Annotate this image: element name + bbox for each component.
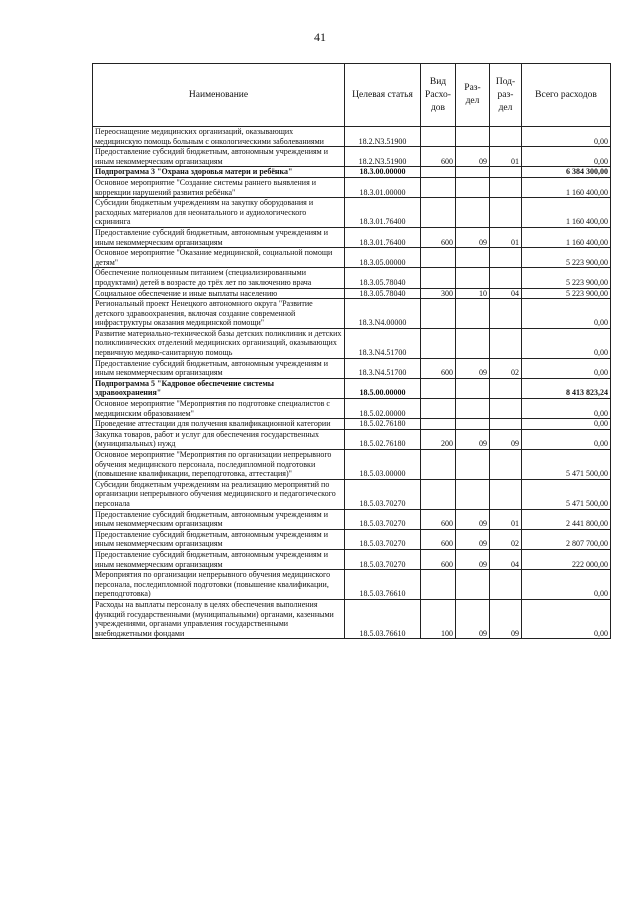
cell-subsection: 01 [490, 509, 522, 529]
cell-subsection [490, 299, 522, 329]
cell-target: 18.3.00.00000 [345, 167, 421, 178]
cell-total: 1 160 400,00 [522, 227, 611, 247]
cell-subsection [490, 570, 522, 600]
header-expense-type: Вид Расхо- дов [421, 64, 456, 127]
cell-expense-type [421, 167, 456, 178]
cell-expense-type [421, 268, 456, 288]
table-row [93, 419, 611, 430]
cell-name: Переоснащение медицинских организаций, оказывающих медицинскую помощь больным с онкологическими заболеваниями [93, 127, 345, 147]
cell-section: 09 [456, 227, 490, 247]
budget-table [92, 63, 611, 639]
cell-section [456, 248, 490, 268]
cell-expense-type: 600 [421, 147, 456, 167]
cell-name: Основное мероприятие "Мероприятия по подготовке специалистов с медицинским образованием" [93, 399, 345, 419]
cell-subsection: 04 [490, 549, 522, 569]
cell-subsection: 04 [490, 288, 522, 299]
cell-target: 18.3.05.78040 [345, 268, 421, 288]
cell-name: Расходы на выплаты персоналу в целях обеспечения выполнения функций государственными (муниципальными) органами, казенными учреждениями, органами управления государственными внебюджетными фондами [93, 599, 345, 638]
header-subsection: Под- раз- дел [490, 64, 522, 127]
cell-subsection: 09 [490, 429, 522, 449]
cell-expense-type [421, 328, 456, 358]
cell-section: 09 [456, 429, 490, 449]
cell-section: 09 [456, 549, 490, 569]
cell-total: 1 160 400,00 [522, 198, 611, 228]
cell-total: 0,00 [522, 147, 611, 167]
cell-section: 09 [456, 509, 490, 529]
header-row [93, 64, 611, 127]
cell-total: 5 471 500,00 [522, 479, 611, 509]
table-row [93, 509, 611, 529]
cell-total: 5 223 900,00 [522, 288, 611, 299]
table-row [93, 399, 611, 419]
cell-name: Основное мероприятие "Оказание медицинской, социальной помощи детям" [93, 248, 345, 268]
cell-section: 09 [456, 358, 490, 378]
cell-total: 0,00 [522, 599, 611, 638]
table-row [93, 479, 611, 509]
cell-target: 18.3.N4.51700 [345, 358, 421, 378]
cell-expense-type: 600 [421, 549, 456, 569]
cell-section: 09 [456, 599, 490, 638]
table-row [93, 167, 611, 178]
cell-section [456, 399, 490, 419]
cell-target: 18.5.02.76180 [345, 429, 421, 449]
cell-subsection: 01 [490, 227, 522, 247]
cell-section [456, 177, 490, 197]
cell-expense-type [421, 177, 456, 197]
cell-expense-type: 200 [421, 429, 456, 449]
cell-subsection: 02 [490, 529, 522, 549]
cell-expense-type [421, 479, 456, 509]
cell-total: 5 223 900,00 [522, 248, 611, 268]
table-row [93, 127, 611, 147]
cell-section [456, 299, 490, 329]
cell-subsection [490, 177, 522, 197]
table-row [93, 599, 611, 638]
cell-name: Мероприятия по организации непрерывного обучения медицинского персонала, последипломной подготовки (повышение квалификации, переподготовка) [93, 570, 345, 600]
cell-expense-type [421, 248, 456, 268]
cell-target: 18.3.N4.00000 [345, 299, 421, 329]
cell-subsection [490, 419, 522, 430]
cell-total: 0,00 [522, 429, 611, 449]
table-row [93, 570, 611, 600]
cell-name: Субсидии бюджетным учреждениям на реализацию мероприятий по организации непрерывного обучения медицинского и педагогического персонала [93, 479, 345, 509]
cell-section [456, 127, 490, 147]
cell-total: 5 471 500,00 [522, 450, 611, 480]
cell-name: Субсидии бюджетным учреждениям на закупку оборудования и расходных материалов для неонатального и аудиологического скрининга [93, 198, 345, 228]
cell-total: 0,00 [522, 328, 611, 358]
cell-expense-type [421, 127, 456, 147]
table-row [93, 328, 611, 358]
cell-subsection [490, 378, 522, 398]
cell-expense-type: 100 [421, 599, 456, 638]
cell-name: Предоставление субсидий бюджетным, автономным учреждениям и иным некоммерческим организациям [93, 227, 345, 247]
cell-target: 18.5.02.00000 [345, 399, 421, 419]
cell-expense-type [421, 399, 456, 419]
cell-target: 18.5.03.76610 [345, 599, 421, 638]
cell-total: 0,00 [522, 419, 611, 430]
cell-expense-type [421, 378, 456, 398]
cell-section [456, 268, 490, 288]
cell-target: 18.5.03.70270 [345, 549, 421, 569]
cell-subsection [490, 167, 522, 178]
cell-target: 18.5.02.76180 [345, 419, 421, 430]
cell-section [456, 167, 490, 178]
cell-expense-type [421, 570, 456, 600]
table-row [93, 227, 611, 247]
cell-target: 18.5.03.76610 [345, 570, 421, 600]
cell-target: 18.2.N3.51900 [345, 127, 421, 147]
cell-expense-type: 600 [421, 227, 456, 247]
cell-expense-type [421, 450, 456, 480]
cell-subsection [490, 399, 522, 419]
cell-section [456, 378, 490, 398]
cell-expense-type: 600 [421, 358, 456, 378]
cell-subsection: 01 [490, 147, 522, 167]
table-row [93, 378, 611, 398]
table-row [93, 450, 611, 480]
cell-name: Предоставление субсидий бюджетным, автономным учреждениям и иным некоммерческим организациям [93, 529, 345, 549]
cell-section [456, 570, 490, 600]
cell-name: Региональный проект Ненецкого автономного округа "Развитие детского здравоохранения, включая создание современной инфраструктуры оказания медицинской помощи" [93, 299, 345, 329]
cell-total: 2 441 800,00 [522, 509, 611, 529]
table-row [93, 529, 611, 549]
cell-subsection [490, 248, 522, 268]
cell-subsection: 09 [490, 599, 522, 638]
cell-section [456, 450, 490, 480]
cell-name: Закупка товаров, работ и услуг для обеспечения государственных (муниципальных) нужд [93, 429, 345, 449]
cell-subsection [490, 479, 522, 509]
header-name: Наименование [93, 64, 345, 127]
cell-section [456, 479, 490, 509]
cell-total: 222 000,00 [522, 549, 611, 569]
cell-section [456, 419, 490, 430]
table-row [93, 358, 611, 378]
table-row [93, 248, 611, 268]
header-total: Всего расходов [522, 64, 611, 127]
cell-name: Подпрограмма 5 "Кадровое обеспечение системы здравоохранения" [93, 378, 345, 398]
cell-name: Предоставление субсидий бюджетным, автономным учреждениям и иным некоммерческим организациям [93, 509, 345, 529]
cell-total: 0,00 [522, 570, 611, 600]
cell-name: Предоставление субсидий бюджетным, автономным учреждениям и иным некоммерческим организациям [93, 549, 345, 569]
cell-total: 0,00 [522, 127, 611, 147]
table-row [93, 288, 611, 299]
cell-subsection [490, 198, 522, 228]
cell-expense-type: 600 [421, 529, 456, 549]
cell-target: 18.3.01.76400 [345, 198, 421, 228]
table-row [93, 177, 611, 197]
table-row [93, 198, 611, 228]
cell-name: Проведение аттестации для получения квалификационной категории [93, 419, 345, 430]
cell-name: Предоставление субсидий бюджетным, автономным учреждениям и иным некоммерческим организациям [93, 147, 345, 167]
cell-expense-type [421, 419, 456, 430]
cell-subsection [490, 268, 522, 288]
table-row [93, 268, 611, 288]
page-number: 41 [314, 30, 326, 44]
cell-target: 18.3.05.78040 [345, 288, 421, 299]
cell-total: 0,00 [522, 399, 611, 419]
cell-expense-type [421, 198, 456, 228]
cell-section: 09 [456, 529, 490, 549]
cell-target: 18.2.N3.51900 [345, 147, 421, 167]
cell-target: 18.3.01.00000 [345, 177, 421, 197]
cell-target: 18.3.01.76400 [345, 227, 421, 247]
cell-target: 18.3.05.00000 [345, 248, 421, 268]
table-row [93, 147, 611, 167]
table-row [93, 429, 611, 449]
cell-total: 8 413 823,24 [522, 378, 611, 398]
cell-name: Основное мероприятие "Создание системы раннего выявления и коррекции нарушений развития ребёнка" [93, 177, 345, 197]
cell-name: Основное мероприятие "Мероприятия по организации непрерывного обучения медицинского персонала, последипломной подготовки (повышение квалификации, переподготовка, аттестация)" [93, 450, 345, 480]
cell-target: 18.5.03.00000 [345, 450, 421, 480]
cell-total: 0,00 [522, 358, 611, 378]
cell-total: 6 384 300,00 [522, 167, 611, 178]
cell-total: 5 223 900,00 [522, 268, 611, 288]
cell-name: Обеспечение полноценным питанием (специализированными продуктами) детей в возрасте до трёх лет по заключению врача [93, 268, 345, 288]
cell-name: Развитие материально-технической базы детских поликлиник и детских поликлинических отделений медицинских организаций, оказывающих первичную медико-санитарную помощь [93, 328, 345, 358]
cell-section: 09 [456, 147, 490, 167]
cell-section [456, 198, 490, 228]
cell-name: Социальное обеспечение и иные выплаты населению [93, 288, 345, 299]
table-row [93, 299, 611, 329]
cell-expense-type: 600 [421, 509, 456, 529]
cell-subsection [490, 450, 522, 480]
cell-total: 1 160 400,00 [522, 177, 611, 197]
header-target: Целевая статья [345, 64, 421, 127]
cell-section [456, 328, 490, 358]
table-row [93, 549, 611, 569]
cell-total: 2 807 700,00 [522, 529, 611, 549]
cell-subsection: 02 [490, 358, 522, 378]
cell-target: 18.3.N4.51700 [345, 328, 421, 358]
cell-section: 10 [456, 288, 490, 299]
cell-target: 18.5.00.00000 [345, 378, 421, 398]
cell-subsection [490, 127, 522, 147]
cell-name: Подпрограмма 3 "Охрана здоровья матери и ребёнка" [93, 167, 345, 178]
cell-name: Предоставление субсидий бюджетным, автономным учреждениям и иным некоммерческим организациям [93, 358, 345, 378]
cell-target: 18.5.03.70270 [345, 479, 421, 509]
cell-subsection [490, 328, 522, 358]
cell-total: 0,00 [522, 299, 611, 329]
header-section: Раз- дел [456, 64, 490, 127]
cell-expense-type [421, 299, 456, 329]
cell-target: 18.5.03.70270 [345, 509, 421, 529]
cell-target: 18.5.03.70270 [345, 529, 421, 549]
cell-expense-type: 300 [421, 288, 456, 299]
table-body [93, 127, 611, 639]
